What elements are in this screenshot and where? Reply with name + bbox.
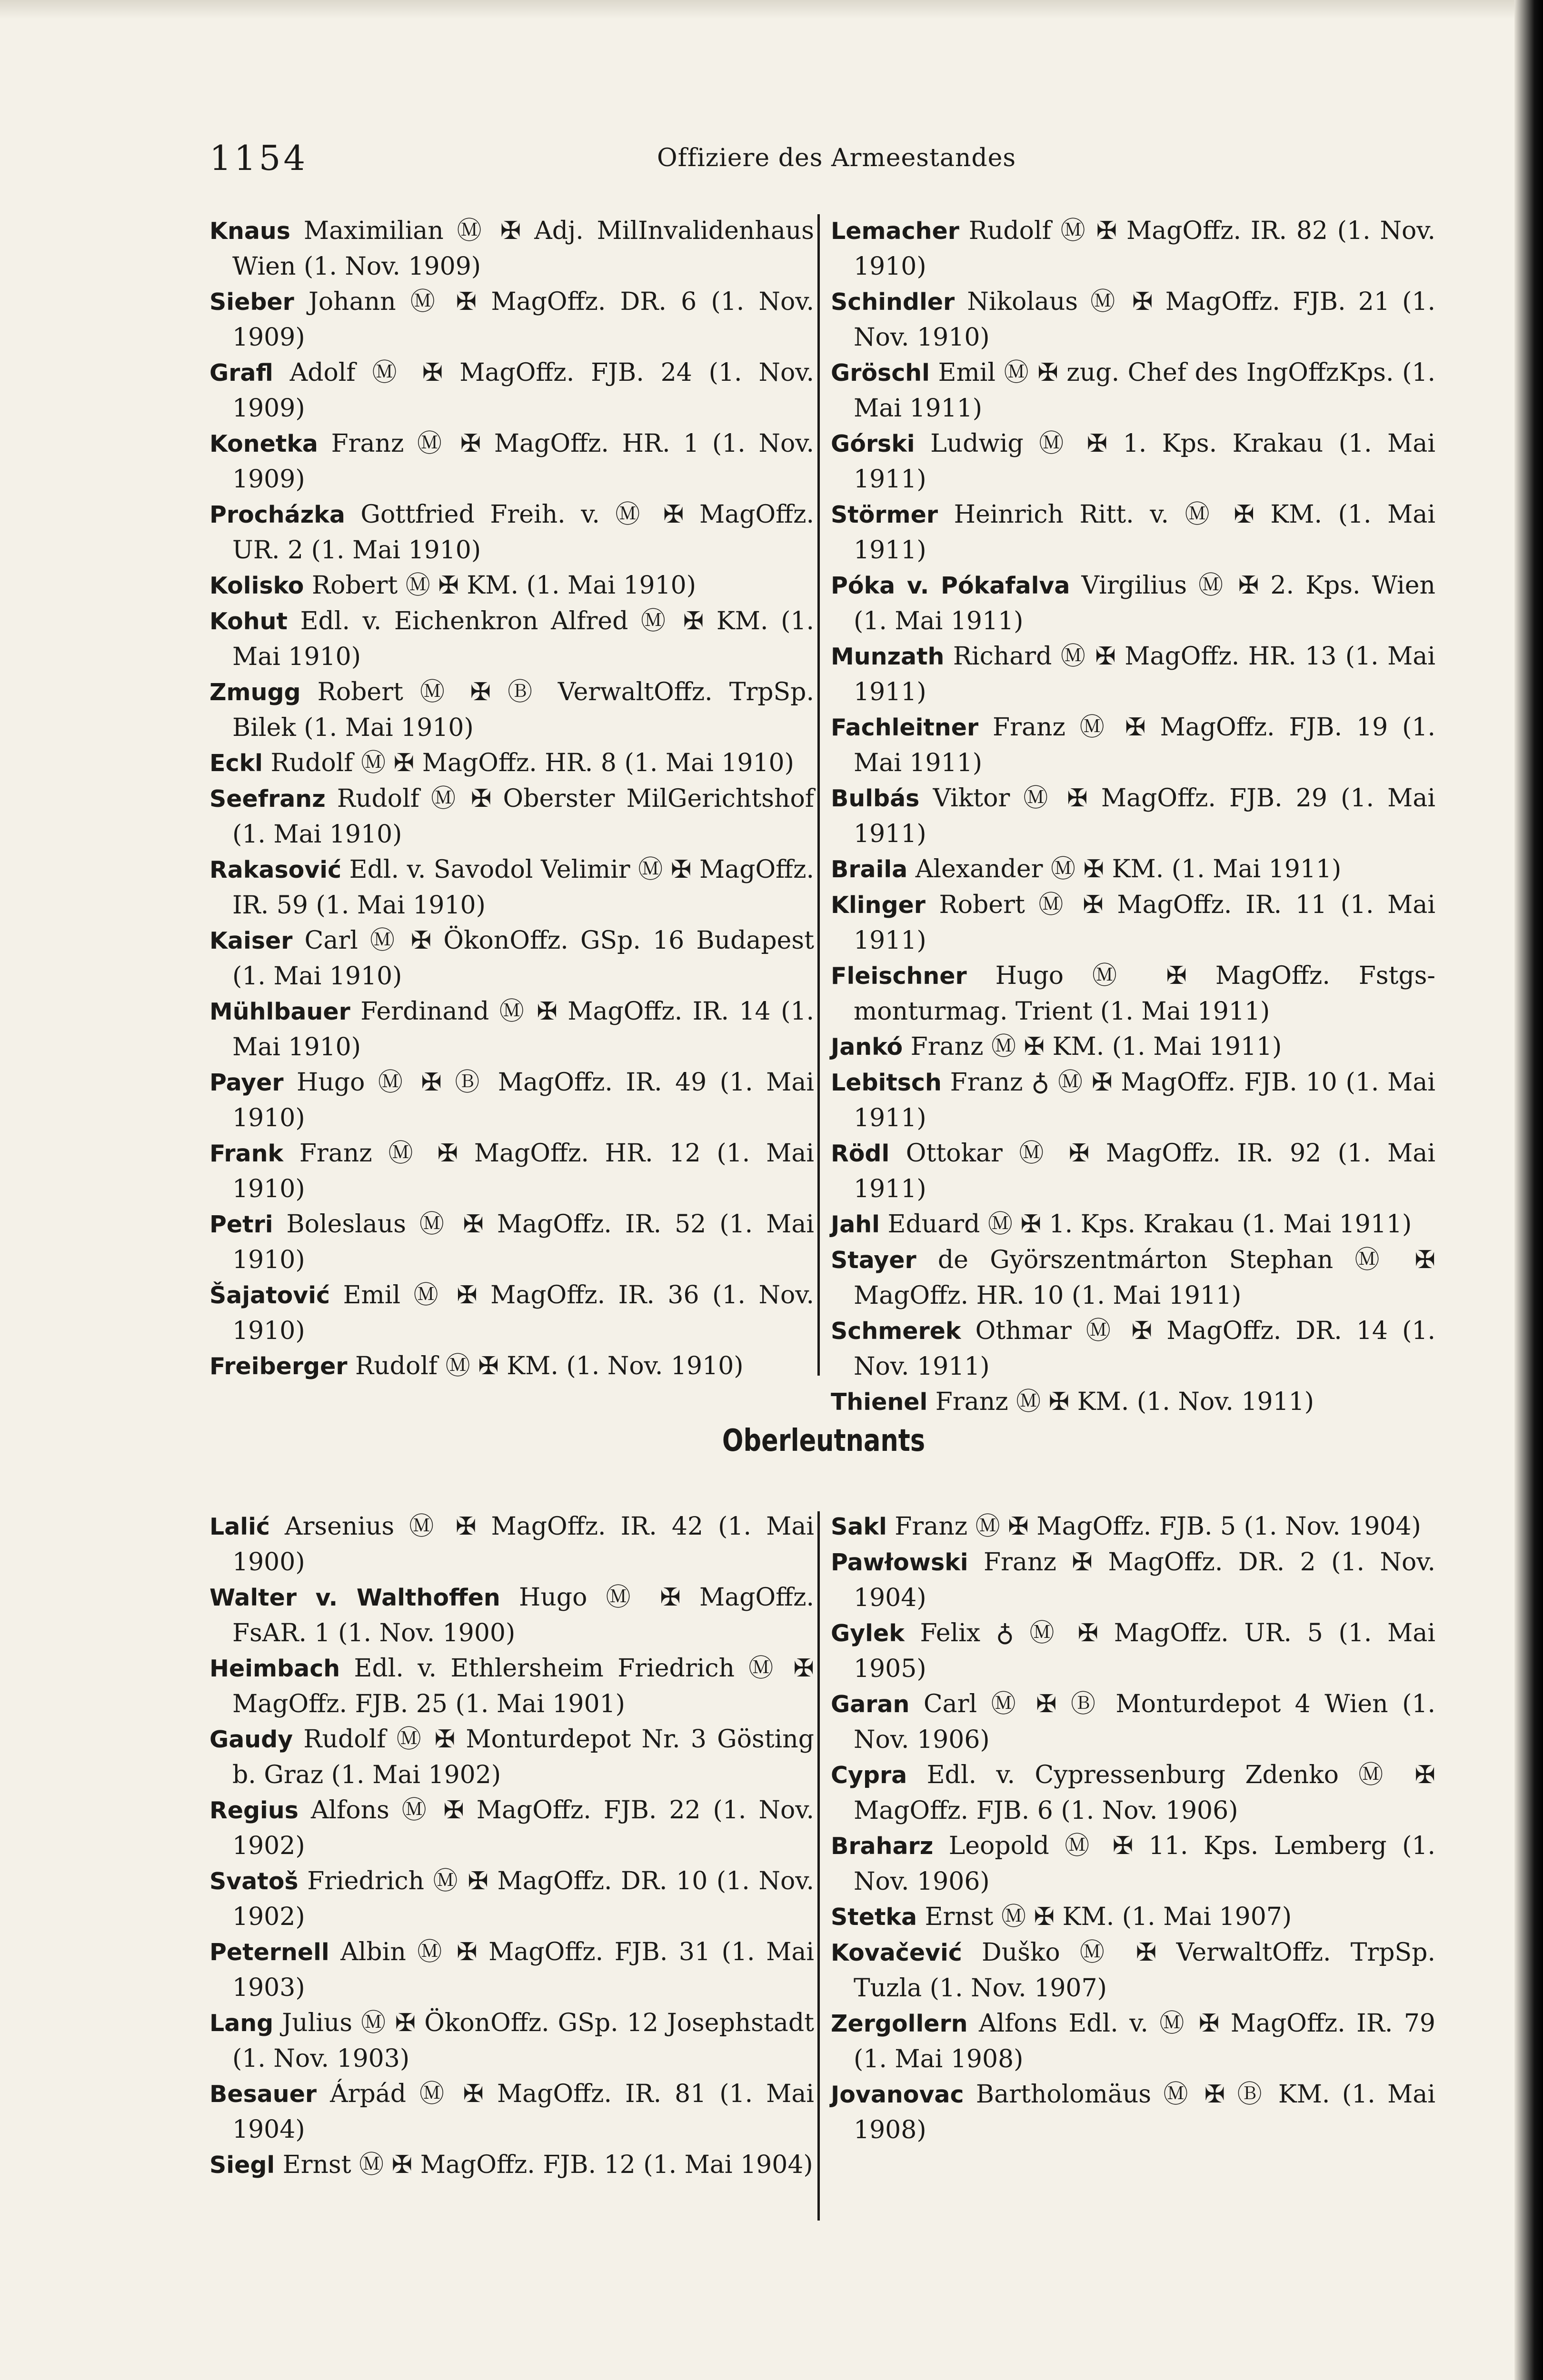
officer-details: Hugo Ⓜ ✠ Ⓑ MagOffz. IR. 49 (1. Mai 1910) [232, 1068, 814, 1132]
officer-surname: Póka v. Pókafalva [831, 572, 1070, 599]
officer-details: Franz Ⓜ ✠ MagOffz. FJB. 19 (1. Mai 1911) [854, 713, 1436, 777]
officer-entry [831, 1935, 1435, 2006]
officer-surname: Braila [831, 856, 908, 883]
officer-details: Franz Ⓜ ✠ KM. (1. Nov. 1911) [935, 1388, 1314, 1416]
officer-entry [831, 958, 1435, 1029]
officer-surname: Zergollern [831, 2010, 968, 2037]
officer-entry [831, 710, 1435, 781]
officer-details: Ernst Ⓜ ✠ MagOffz. FJB. 12 (1. Mai 1904) [282, 2151, 813, 2179]
officer-entry [209, 2076, 814, 2147]
officer-details: Emil Ⓜ ✠ zug. Chef des IngOffzKps. (1. Mai 1911) [854, 358, 1435, 423]
officer-entry [209, 1793, 814, 1864]
officer-details: Rudolf Ⓜ ✠ Oberster MilGerichtshof (1. Mai 1910) [232, 784, 815, 849]
officer-surname: Kolisko [209, 572, 304, 599]
officer-details: Robert Ⓜ ✠ MagOffz. IR. 11 (1. Mai 1911) [854, 891, 1435, 955]
officer-surname: Klinger [831, 892, 926, 919]
officer-surname: Sakl [831, 1513, 887, 1540]
officer-entry [209, 604, 814, 674]
officer-surname: Gylek [831, 1620, 905, 1647]
officer-details: Gottfried Freih. v. Ⓜ ✠ MagOffz. UR. 2 (1. Mai 1910) [232, 500, 814, 565]
column-left-top [209, 213, 814, 1384]
officer-entry [209, 1349, 814, 1384]
officer-surname: Górski [831, 430, 915, 457]
officer-details: Leopold Ⓜ ✠ 11. Kps. Lemberg (1. Nov. 1906) [854, 1832, 1435, 1896]
officer-details: Franz ✠ MagOffz. DR. 2 (1. Nov. 1904) [854, 1548, 1436, 1612]
officer-surname: Thienel [831, 1388, 928, 1416]
officer-details: Duško Ⓜ ✠ VerwaltOffz. TrpSp. Tuzla (1. Nov. 1907) [854, 1938, 1435, 2003]
officer-details: Maximilian Ⓜ ✠ Adj. MilInvalidenhaus Wien (1. Nov. 1909) [232, 217, 814, 281]
officer-surname: Grafl [209, 359, 273, 387]
officer-entry [209, 923, 814, 994]
officer-surname: Walter v. Walthoffen [209, 1584, 500, 1611]
officer-details: Carl Ⓜ ✠ Ⓑ Monturdepot 4 Wien (1. Nov. 1906) [854, 1690, 1436, 1754]
officer-entry [209, 781, 814, 852]
officer-entry [831, 1029, 1435, 1065]
officer-surname: Schmerek [831, 1318, 961, 1345]
officer-details: Franz Ⓜ ✠ MagOffz. HR. 12 (1. Mai 1910) [232, 1139, 814, 1203]
officer-entry [209, 852, 814, 923]
officer-details: Ludwig Ⓜ ✠ 1. Kps. Krakau (1. Mai 1911) [854, 429, 1435, 494]
column-divider-bottom [817, 1511, 820, 2221]
officer-surname: Garan [831, 1691, 910, 1718]
officer-surname: Jankó [831, 1033, 903, 1061]
officer-details: Richard Ⓜ ✠ MagOffz. HR. 13 (1. Mai 1911) [854, 642, 1436, 706]
officer-details: Edl. v. Savodol Velimir Ⓜ ✠ MagOffz. IR. 59 (1. Mai 1910) [232, 855, 814, 920]
officer-entry [209, 2147, 814, 2183]
officer-details: Edl. v. Ethlersheim Friedrich Ⓜ ✠ MagOffz. FJB. 25 (1. Mai 1901) [232, 1654, 815, 1718]
officer-entry [209, 745, 814, 781]
officer-details: Edl. v. Eichenkron Alfred Ⓜ ✠ KM. (1. Mai 1910) [232, 607, 814, 671]
officer-surname: Peternell [209, 1939, 329, 1966]
officer-details: Ottokar Ⓜ ✠ MagOffz. IR. 92 (1. Mai 1911) [854, 1139, 1436, 1203]
officer-surname: Cypra [831, 1762, 907, 1789]
officer-surname: Gröschl [831, 359, 930, 387]
officer-entry [209, 355, 814, 426]
column-left-bottom [209, 1509, 814, 2183]
officer-details: Alfons Ⓜ ✠ MagOffz. FJB. 22 (1. Nov. 1902) [232, 1796, 814, 1860]
column-right-bottom [831, 1509, 1435, 2148]
officer-surname: Šajatović [209, 1282, 330, 1309]
officer-surname: Seefranz [209, 785, 326, 813]
header-title: Offiziere des Armeestandes [657, 144, 1016, 172]
officer-surname: Fachleitner [831, 714, 979, 741]
officer-details: Franz Ⓜ ✠ MagOffz. HR. 1 (1. Nov. 1909) [232, 429, 814, 494]
officer-entry [831, 1899, 1435, 1935]
officer-details: Hugo Ⓜ ✠ MagOffz. FsAR. 1 (1. Nov. 1900) [232, 1583, 815, 1647]
officer-surname: Bulbás [831, 785, 920, 812]
officer-surname: Lalić [209, 1513, 270, 1540]
page-top-margin [0, 0, 1543, 19]
officer-details: Julius Ⓜ ✠ ÖkonOffz. GSp. 12 Josephstadt (1. Nov. 1903) [232, 2009, 814, 2073]
officer-surname: Pawłowski [831, 1549, 968, 1576]
section-heading: Oberleutnants [722, 1423, 926, 1458]
officer-details: Robert Ⓜ ✠ KM. (1. Mai 1910) [312, 571, 697, 600]
officer-entry [831, 284, 1435, 355]
officer-entry [209, 1207, 814, 1278]
officer-details: Heinrich Ritt. v. Ⓜ ✠ KM. (1. Mai 1911) [854, 500, 1435, 565]
officer-details: Eduard Ⓜ ✠ 1. Kps. Krakau (1. Mai 1911) [887, 1210, 1412, 1239]
officer-entry [831, 2077, 1435, 2148]
officer-surname: Procházka [209, 501, 345, 528]
officer-entry [831, 1686, 1435, 1757]
officer-surname: Regius [209, 1797, 299, 1824]
officer-entry [831, 2006, 1435, 2077]
column-right-top [831, 213, 1435, 1420]
officer-details: Robert Ⓜ ✠ Ⓑ VerwaltOffz. TrpSp. Bilek (1. Mai 1910) [232, 678, 814, 742]
officer-entry [209, 497, 814, 568]
officer-entry [209, 1722, 814, 1793]
officer-entry [831, 887, 1435, 958]
officer-entry [209, 1278, 814, 1349]
officer-surname: Petri [209, 1211, 273, 1238]
officer-surname: Stayer [831, 1247, 916, 1274]
officer-surname: Lebitsch [831, 1069, 942, 1096]
officer-surname: Freiberger [209, 1353, 348, 1380]
officer-entry [209, 994, 814, 1065]
officer-surname: Siegl [209, 2152, 275, 2179]
officer-details: Hugo Ⓜ ✠ MagOffz. Fstgs-monturmag. Trient (1. Mai 1911) [854, 962, 1436, 1026]
officer-details: Franz Ⓜ ✠ MagOffz. FJB. 5 (1. Nov. 1904) [895, 1512, 1421, 1541]
officer-details: Arsenius Ⓜ ✠ MagOffz. IR. 42 (1. Mai 1900) [232, 1512, 814, 1577]
officer-details: Virgilius Ⓜ ✠ 2. Kps. Wien (1. Mai 1911) [854, 571, 1436, 635]
officer-surname: Eckl [209, 750, 263, 777]
officer-details: Othmar Ⓜ ✠ MagOffz. DR. 14 (1. Nov. 1911) [854, 1317, 1435, 1381]
officer-surname: Kovačević [831, 1939, 962, 1966]
officer-surname: Braharz [831, 1833, 934, 1860]
officer-details: Rudolf Ⓜ ✠ KM. (1. Nov. 1910) [355, 1352, 744, 1380]
officer-entry [831, 1545, 1435, 1616]
officer-surname: Payer [209, 1069, 284, 1096]
officer-details: Ferdinand Ⓜ ✠ MagOffz. IR. 14 (1. Mai 1910) [232, 997, 814, 1061]
scan-edge-shadow [1514, 0, 1543, 2380]
officer-surname: Kaiser [209, 927, 293, 954]
officer-surname: Lang [209, 2010, 274, 2037]
officer-entry [831, 1207, 1435, 1242]
officer-entry [209, 1580, 814, 1651]
officer-entry [831, 355, 1435, 426]
officer-entry [831, 497, 1435, 568]
officer-details: Ernst Ⓜ ✠ KM. (1. Mai 1907) [925, 1903, 1292, 1931]
officer-surname: Fleischner [831, 962, 967, 990]
officer-details: Johann Ⓜ ✠ MagOffz. DR. 6 (1. Nov. 1909) [232, 288, 814, 352]
officer-details: Carl Ⓜ ✠ ÖkonOffz. GSp. 16 Budapest (1. Mai 1910) [232, 926, 814, 991]
officer-surname: Konetka [209, 430, 318, 457]
officer-details: Felix ♁ Ⓜ ✠ MagOffz. UR. 5 (1. Mai 1905) [854, 1619, 1435, 1683]
officer-details: Alexander Ⓜ ✠ KM. (1. Mai 1911) [915, 855, 1342, 883]
officer-surname: Zmugg [209, 679, 301, 706]
officer-entry [209, 1934, 814, 2005]
officer-surname: Rakasović [209, 856, 342, 883]
officer-entry [831, 1384, 1435, 1420]
officer-details: Emil Ⓜ ✠ MagOffz. IR. 36 (1. Nov. 1910) [232, 1281, 814, 1345]
column-divider-top [817, 214, 820, 1376]
officer-details: Edl. v. Cypressenburg Zdenko Ⓜ ✠ MagOffz. FJB. 6 (1. Nov. 1906) [854, 1761, 1436, 1825]
running-head [209, 138, 1438, 181]
officer-surname: Kohut [209, 608, 288, 635]
officer-details: Árpád Ⓜ ✠ MagOffz. IR. 81 (1. Mai 1904) [232, 2080, 814, 2144]
officer-surname: Störmer [831, 501, 938, 528]
officer-details: Nikolaus Ⓜ ✠ MagOffz. FJB. 21 (1. Nov. 1910) [854, 288, 1435, 352]
officer-surname: Lemacher [831, 218, 959, 245]
officer-surname: Schindler [831, 288, 955, 316]
officer-surname: Gaudy [209, 1726, 293, 1753]
officer-entry [209, 1651, 814, 1722]
officer-entry [831, 852, 1435, 887]
officer-details: Rudolf Ⓜ ✠ MagOffz. HR. 8 (1. Mai 1910) [270, 749, 794, 777]
officer-surname: Knaus [209, 218, 290, 245]
officer-details: Viktor Ⓜ ✠ MagOffz. FJB. 29 (1. Mai 1911) [854, 784, 1435, 848]
officer-details: Adolf Ⓜ ✠ MagOffz. FJB. 24 (1. Nov. 1909) [232, 358, 814, 423]
officer-details: Alfons Edl. v. Ⓜ ✠ MagOffz. IR. 79 (1. Mai 1908) [854, 2009, 1435, 2073]
officer-details: Rudolf Ⓜ ✠ MagOffz. IR. 82 (1. Nov. 1910) [854, 217, 1436, 281]
officer-surname: Svatoš [209, 1868, 299, 1895]
officer-entry [831, 1757, 1435, 1828]
officer-entry [209, 284, 814, 355]
officer-details: Friedrich Ⓜ ✠ MagOffz. DR. 10 (1. Nov. 1902) [232, 1867, 815, 1931]
officer-surname: Stetka [831, 1904, 917, 1931]
officer-entry [209, 674, 814, 745]
officer-entry [209, 1509, 814, 1580]
officer-surname: Jahl [831, 1211, 880, 1238]
officer-surname: Rödl [831, 1140, 890, 1167]
officer-surname: Besauer [209, 2081, 317, 2108]
page-number: 1154 [209, 138, 309, 178]
officer-entry [209, 2005, 814, 2076]
officer-surname: Mühlbauer [209, 998, 350, 1025]
officer-entry [209, 568, 814, 604]
officer-details: Bartholomäus Ⓜ ✠ Ⓑ KM. (1. Mai 1908) [854, 2080, 1435, 2144]
officer-details: Franz ♁ Ⓜ ✠ MagOffz. FJB. 10 (1. Mai 1911) [854, 1068, 1435, 1132]
officer-entry [831, 1242, 1435, 1313]
officer-entry [209, 213, 814, 284]
officer-entry [831, 1828, 1435, 1899]
officer-details: Franz Ⓜ ✠ KM. (1. Mai 1911) [910, 1032, 1282, 1061]
officer-entry [831, 426, 1435, 497]
officer-details: de Györszentmárton Stephan Ⓜ ✠ MagOffz. HR. 10 (1. Mai 1911) [854, 1246, 1436, 1310]
officer-entry [209, 426, 814, 497]
officer-entry [831, 1616, 1435, 1686]
officer-details: Rudolf Ⓜ ✠ Monturdepot Nr. 3 Gösting b. Graz (1. Mai 1902) [232, 1725, 814, 1789]
officer-entry [831, 213, 1435, 284]
officer-entry [831, 1136, 1435, 1207]
officer-entry [831, 639, 1435, 710]
officer-surname: Munzath [831, 643, 945, 670]
officer-entry [831, 568, 1435, 639]
officer-entry [831, 1313, 1435, 1384]
officer-surname: Heimbach [209, 1655, 340, 1682]
officer-entry [831, 781, 1435, 852]
officer-entry [831, 1065, 1435, 1136]
officer-entry [209, 1065, 814, 1136]
officer-surname: Jovanovac [831, 2081, 964, 2108]
officer-entry [209, 1136, 814, 1207]
officer-entry [831, 1509, 1435, 1545]
officer-details: Boleslaus Ⓜ ✠ MagOffz. IR. 52 (1. Mai 1910) [232, 1210, 814, 1274]
officer-surname: Sieber [209, 288, 294, 316]
officer-entry [209, 1864, 814, 1934]
officer-details: Albin Ⓜ ✠ MagOffz. FJB. 31 (1. Mai 1903) [232, 1938, 814, 2002]
officer-surname: Frank [209, 1140, 284, 1167]
